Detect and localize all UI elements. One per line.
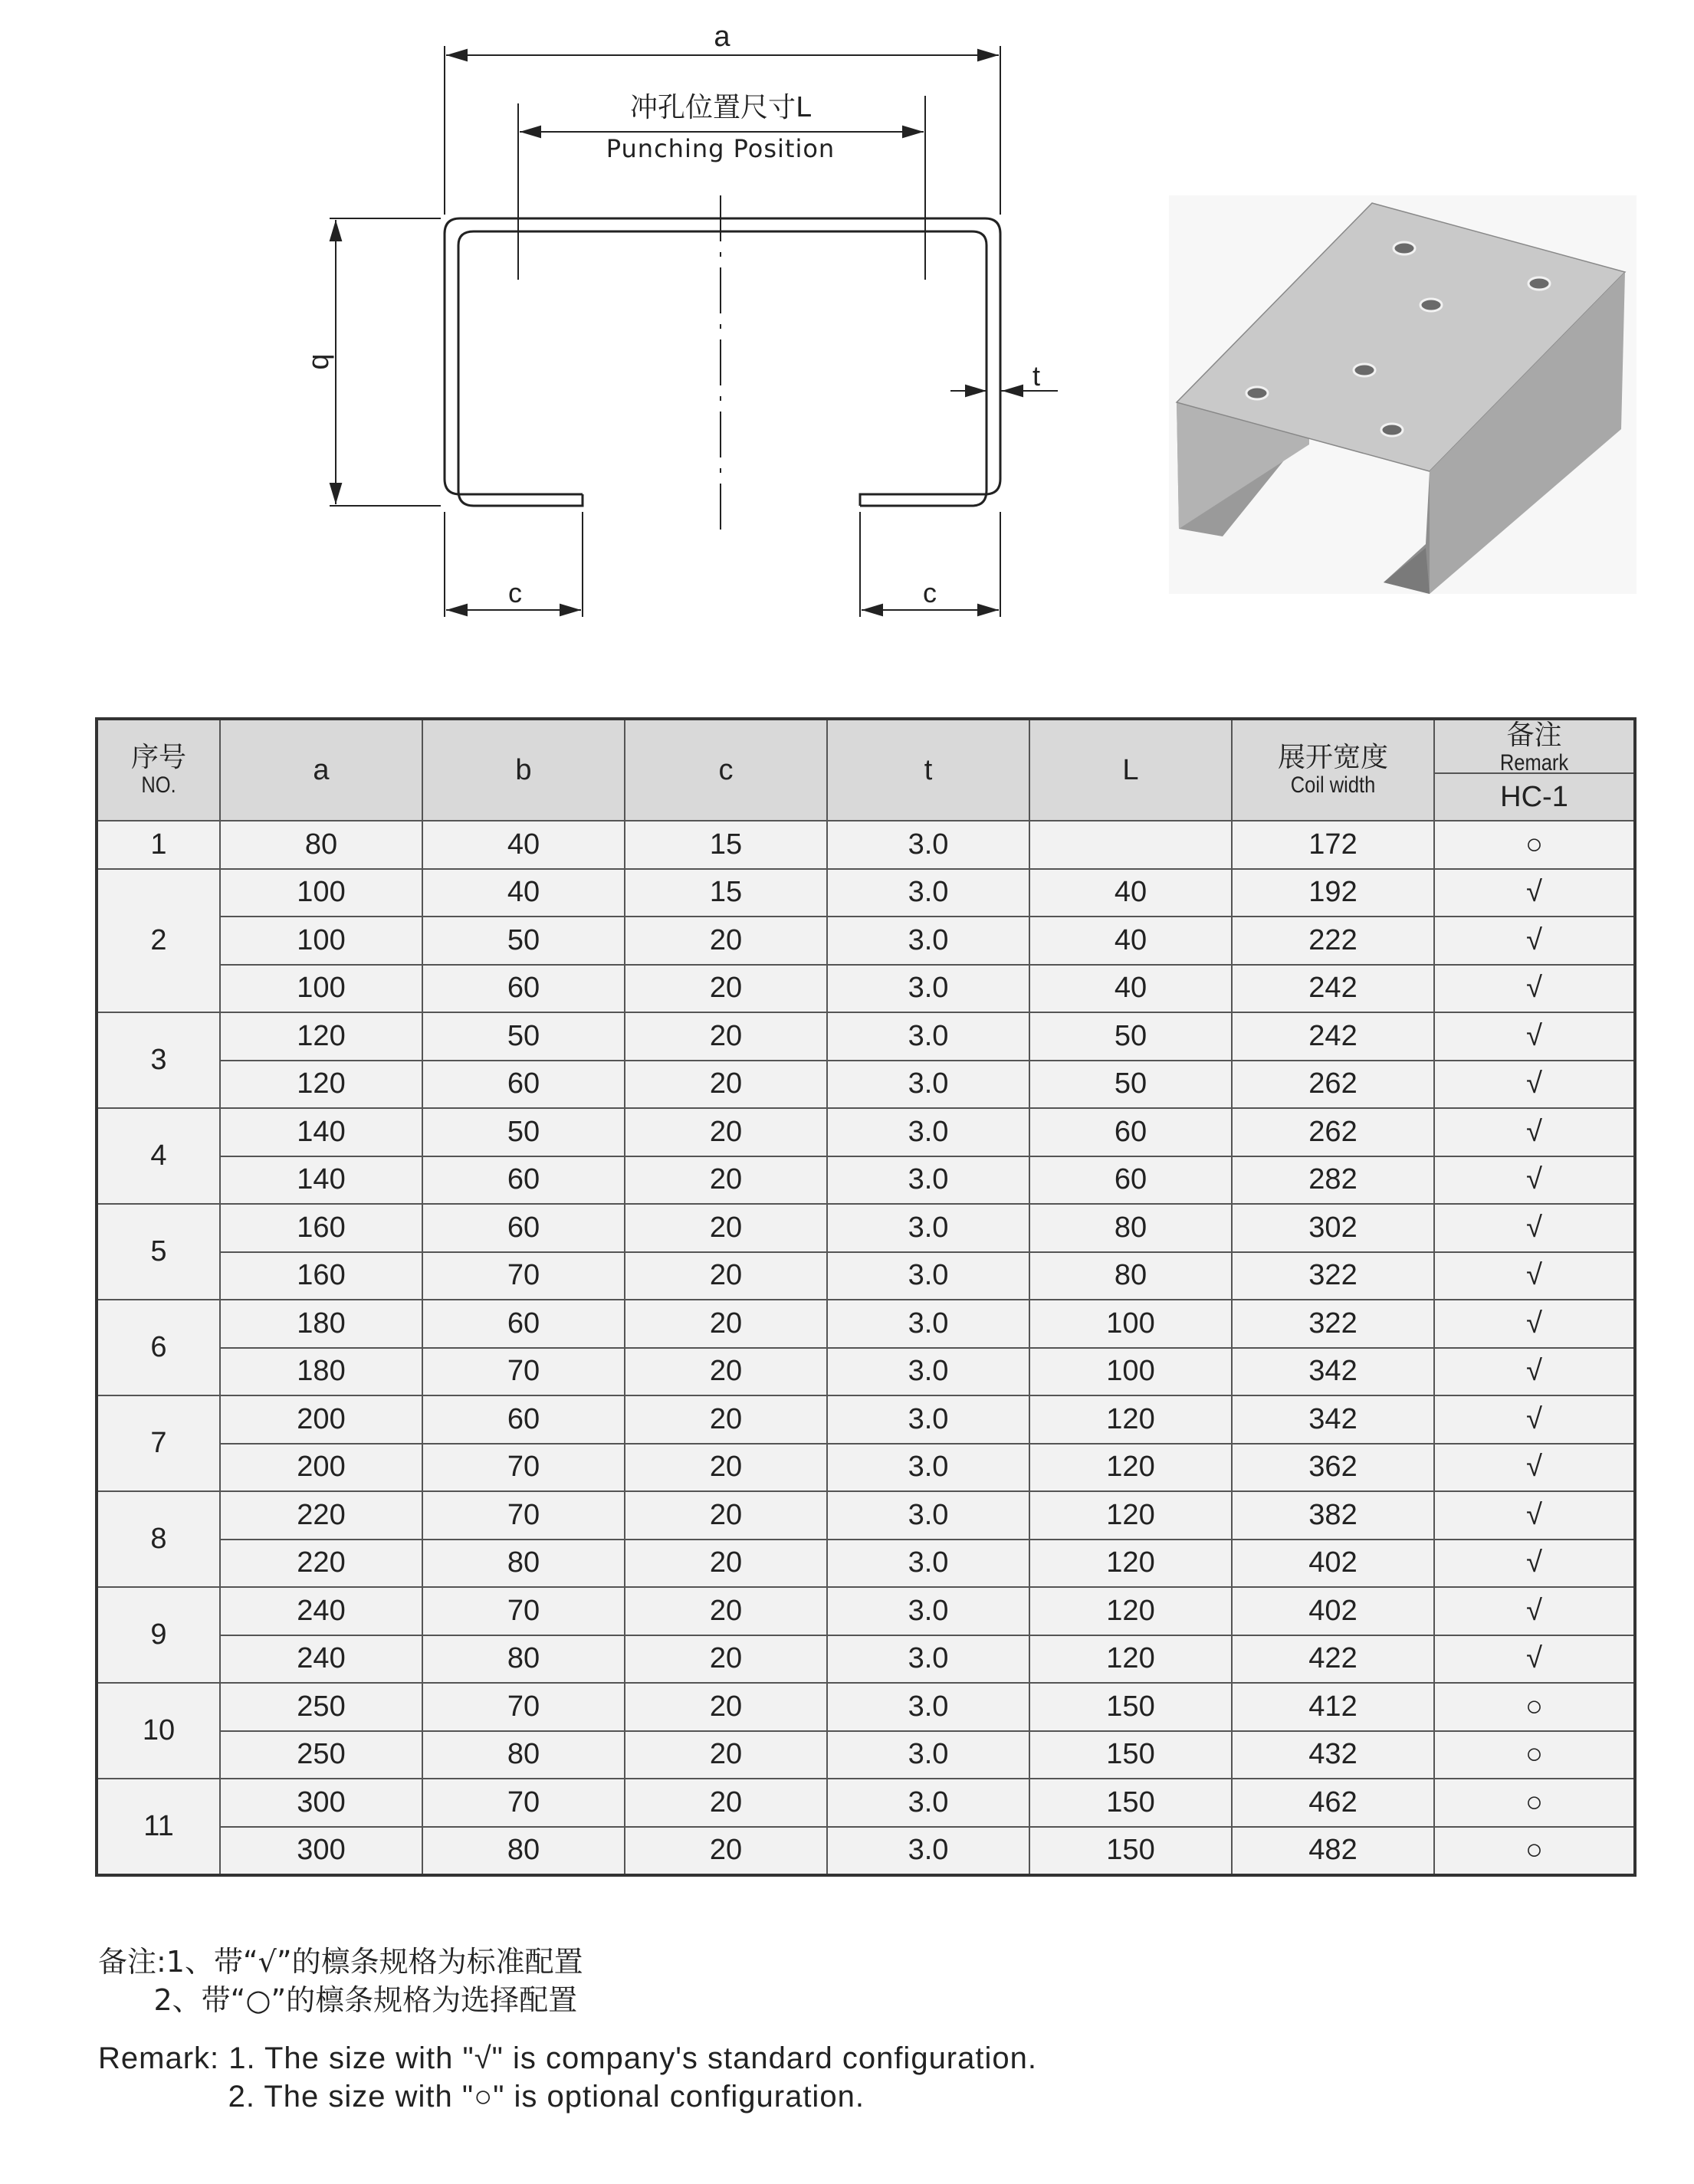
punching-position-en: Punching Position bbox=[606, 134, 836, 163]
cell-t: 3.0 bbox=[827, 1012, 1029, 1061]
header-coil-width bbox=[1232, 719, 1434, 821]
dimension-a bbox=[445, 46, 1000, 215]
cell-b: 40 bbox=[422, 821, 625, 869]
cell-c: 20 bbox=[625, 1731, 827, 1779]
cell-L: 120 bbox=[1029, 1635, 1232, 1684]
cell-no: 6 bbox=[97, 1300, 220, 1395]
cell-no: 3 bbox=[97, 1012, 220, 1108]
cell-coil-width: 382 bbox=[1232, 1491, 1434, 1540]
cell-c: 20 bbox=[625, 1683, 827, 1731]
header-a: a bbox=[220, 719, 422, 821]
cell-c: 20 bbox=[625, 1444, 827, 1492]
cell-a: 220 bbox=[220, 1540, 422, 1588]
table-header-row bbox=[97, 719, 1635, 821]
header-no bbox=[97, 719, 220, 821]
cell-t: 3.0 bbox=[827, 1108, 1029, 1156]
cell-c: 20 bbox=[625, 1348, 827, 1396]
header-b: b bbox=[422, 719, 625, 821]
cell-remark: √ bbox=[1434, 1635, 1635, 1684]
cell-t: 3.0 bbox=[827, 821, 1029, 869]
table-row bbox=[97, 869, 1635, 917]
cell-remark: √ bbox=[1434, 965, 1635, 1013]
cell-remark: √ bbox=[1434, 1156, 1635, 1205]
cell-L: 40 bbox=[1029, 869, 1232, 917]
dim-t-label: t bbox=[1032, 360, 1041, 392]
cell-a: 250 bbox=[220, 1731, 422, 1779]
cell-coil-width: 362 bbox=[1232, 1444, 1434, 1492]
cell-coil-width: 192 bbox=[1232, 869, 1434, 917]
dim-c-right-label: c bbox=[923, 577, 937, 608]
cell-c: 20 bbox=[625, 1395, 827, 1444]
cell-coil-width: 412 bbox=[1232, 1683, 1434, 1731]
cell-b: 70 bbox=[422, 1348, 625, 1396]
cell-remark: ○ bbox=[1434, 1731, 1635, 1779]
cell-c: 20 bbox=[625, 1156, 827, 1205]
cell-coil-width: 262 bbox=[1232, 1061, 1434, 1109]
cell-b: 60 bbox=[422, 965, 625, 1013]
cell-L: 120 bbox=[1029, 1444, 1232, 1492]
cell-t: 3.0 bbox=[827, 1300, 1029, 1348]
header-t: t bbox=[827, 719, 1029, 821]
table-row bbox=[97, 1491, 1635, 1540]
cell-coil-width: 242 bbox=[1232, 1012, 1434, 1061]
cell-c: 15 bbox=[625, 869, 827, 917]
table-row bbox=[97, 1540, 1635, 1588]
cell-a: 140 bbox=[220, 1108, 422, 1156]
cell-c: 20 bbox=[625, 1587, 827, 1635]
dimension-b bbox=[330, 218, 441, 506]
cell-L: 40 bbox=[1029, 917, 1232, 965]
table-row bbox=[97, 1300, 1635, 1348]
cell-a: 120 bbox=[220, 1061, 422, 1109]
cell-b: 60 bbox=[422, 1156, 625, 1205]
header-remark-en: Remark bbox=[1499, 750, 1569, 776]
cell-t: 3.0 bbox=[827, 917, 1029, 965]
cell-a: 240 bbox=[220, 1635, 422, 1684]
cell-t: 3.0 bbox=[827, 1061, 1029, 1109]
cell-L: 150 bbox=[1029, 1779, 1232, 1827]
cell-t: 3.0 bbox=[827, 1395, 1029, 1444]
cell-L: 120 bbox=[1029, 1540, 1232, 1588]
header-no-en: NO. bbox=[141, 772, 176, 798]
note-en-line-1: Remark: 1. The size with "√" is company's standard configuration. bbox=[98, 2041, 1037, 2075]
cell-coil-width: 222 bbox=[1232, 917, 1434, 965]
note-cn-line-1: 备注:1、带“√”的檩条规格为标准配置 bbox=[98, 1945, 583, 1979]
cell-t: 3.0 bbox=[827, 1827, 1029, 1876]
table-row bbox=[97, 1827, 1635, 1876]
cell-L: 150 bbox=[1029, 1683, 1232, 1731]
cell-t: 3.0 bbox=[827, 1587, 1029, 1635]
header-remark bbox=[1434, 719, 1635, 821]
cell-c: 20 bbox=[625, 917, 827, 965]
cell-t: 3.0 bbox=[827, 1683, 1029, 1731]
cell-L: 80 bbox=[1029, 1204, 1232, 1252]
note-en-line-2: 2. The size with "○" is optional configuration. bbox=[98, 2080, 865, 2113]
cell-a: 300 bbox=[220, 1827, 422, 1876]
cell-b: 60 bbox=[422, 1395, 625, 1444]
dim-b-label: b bbox=[306, 353, 338, 370]
cell-a: 220 bbox=[220, 1491, 422, 1540]
dim-c-left-label: c bbox=[508, 577, 522, 608]
cell-coil-width: 482 bbox=[1232, 1827, 1434, 1876]
cell-c: 20 bbox=[625, 1779, 827, 1827]
cell-L: 100 bbox=[1029, 1348, 1232, 1396]
cell-b: 70 bbox=[422, 1683, 625, 1731]
cell-a: 240 bbox=[220, 1587, 422, 1635]
cell-coil-width: 302 bbox=[1232, 1204, 1434, 1252]
cell-a: 100 bbox=[220, 965, 422, 1013]
table-row bbox=[97, 1061, 1635, 1109]
header-L: L bbox=[1029, 719, 1232, 821]
cell-a: 100 bbox=[220, 917, 422, 965]
cell-c: 20 bbox=[625, 1012, 827, 1061]
cell-t: 3.0 bbox=[827, 1204, 1029, 1252]
cell-L: 50 bbox=[1029, 1061, 1232, 1109]
cell-coil-width: 402 bbox=[1232, 1587, 1434, 1635]
cell-remark: ○ bbox=[1434, 1683, 1635, 1731]
table-row bbox=[97, 1779, 1635, 1827]
table-row bbox=[97, 1348, 1635, 1396]
table-body bbox=[97, 821, 1635, 1875]
cell-remark: √ bbox=[1434, 1012, 1635, 1061]
table-row bbox=[97, 1012, 1635, 1061]
table-row bbox=[97, 1395, 1635, 1444]
dimension-punching bbox=[518, 96, 925, 280]
cell-a: 160 bbox=[220, 1204, 422, 1252]
cell-remark: √ bbox=[1434, 1300, 1635, 1348]
cell-coil-width: 282 bbox=[1232, 1156, 1434, 1205]
cell-t: 3.0 bbox=[827, 1731, 1029, 1779]
cell-no: 5 bbox=[97, 1204, 220, 1300]
cell-b: 50 bbox=[422, 917, 625, 965]
cell-a: 80 bbox=[220, 821, 422, 869]
cell-c: 20 bbox=[625, 1300, 827, 1348]
table-row bbox=[97, 1252, 1635, 1300]
cell-remark: √ bbox=[1434, 917, 1635, 965]
cell-remark: √ bbox=[1434, 1348, 1635, 1396]
cell-t: 3.0 bbox=[827, 1540, 1029, 1588]
notes-section bbox=[98, 1943, 1554, 2116]
cell-b: 60 bbox=[422, 1300, 625, 1348]
cell-b: 80 bbox=[422, 1827, 625, 1876]
cell-c: 20 bbox=[625, 1540, 827, 1588]
cell-remark: ○ bbox=[1434, 821, 1635, 869]
cell-coil-width: 402 bbox=[1232, 1540, 1434, 1588]
cell-b: 60 bbox=[422, 1204, 625, 1252]
cell-c: 20 bbox=[625, 1635, 827, 1684]
cell-L: 120 bbox=[1029, 1587, 1232, 1635]
header-c: c bbox=[625, 719, 827, 821]
header-coil-en: Coil width bbox=[1290, 772, 1376, 798]
cell-L: 150 bbox=[1029, 1731, 1232, 1779]
table-row bbox=[97, 1108, 1635, 1156]
header-remark-cn: 备注 bbox=[1506, 720, 1562, 751]
cell-t: 3.0 bbox=[827, 1444, 1029, 1492]
cell-L: 150 bbox=[1029, 1827, 1232, 1876]
cell-coil-width: 322 bbox=[1232, 1252, 1434, 1300]
table-row bbox=[97, 1204, 1635, 1252]
table-row bbox=[97, 917, 1635, 965]
cell-L: 40 bbox=[1029, 965, 1232, 1013]
header-remark-top bbox=[1435, 720, 1633, 774]
cell-a: 250 bbox=[220, 1683, 422, 1731]
table-row bbox=[97, 965, 1635, 1013]
cell-coil-width: 172 bbox=[1232, 821, 1434, 869]
cell-b: 70 bbox=[422, 1779, 625, 1827]
table-row bbox=[97, 1635, 1635, 1684]
cell-remark: ○ bbox=[1434, 1827, 1635, 1876]
cell-b: 50 bbox=[422, 1012, 625, 1061]
cell-c: 15 bbox=[625, 821, 827, 869]
header-coil-cn: 展开宽度 bbox=[1277, 742, 1388, 773]
cell-a: 200 bbox=[220, 1444, 422, 1492]
header-model: HC-1 bbox=[1500, 781, 1568, 813]
cell-remark: ○ bbox=[1434, 1779, 1635, 1827]
cell-t: 3.0 bbox=[827, 869, 1029, 917]
cell-no: 1 bbox=[97, 821, 220, 869]
cell-L bbox=[1029, 821, 1232, 869]
cell-L: 120 bbox=[1029, 1491, 1232, 1540]
cell-L: 80 bbox=[1029, 1252, 1232, 1300]
cell-remark: √ bbox=[1434, 869, 1635, 917]
cell-t: 3.0 bbox=[827, 1348, 1029, 1396]
technical-drawing bbox=[0, 0, 1694, 659]
cell-b: 70 bbox=[422, 1587, 625, 1635]
cell-coil-width: 242 bbox=[1232, 965, 1434, 1013]
cell-remark: √ bbox=[1434, 1491, 1635, 1540]
cell-coil-width: 432 bbox=[1232, 1731, 1434, 1779]
cell-L: 60 bbox=[1029, 1156, 1232, 1205]
cell-b: 40 bbox=[422, 869, 625, 917]
cell-c: 20 bbox=[625, 1491, 827, 1540]
cell-remark: √ bbox=[1434, 1540, 1635, 1588]
cell-a: 160 bbox=[220, 1252, 422, 1300]
channel-3d-illustration bbox=[1169, 195, 1637, 594]
cell-coil-width: 342 bbox=[1232, 1395, 1434, 1444]
table-row bbox=[97, 1587, 1635, 1635]
cell-coil-width: 342 bbox=[1232, 1348, 1434, 1396]
cell-a: 200 bbox=[220, 1395, 422, 1444]
cell-remark: √ bbox=[1434, 1061, 1635, 1109]
table-row bbox=[97, 1683, 1635, 1731]
cell-t: 3.0 bbox=[827, 1635, 1029, 1684]
cell-coil-width: 322 bbox=[1232, 1300, 1434, 1348]
cell-b: 70 bbox=[422, 1252, 625, 1300]
cell-remark: √ bbox=[1434, 1252, 1635, 1300]
cell-b: 80 bbox=[422, 1731, 625, 1779]
cell-L: 50 bbox=[1029, 1012, 1232, 1061]
cell-b: 80 bbox=[422, 1635, 625, 1684]
cell-c: 20 bbox=[625, 1252, 827, 1300]
cell-no: 4 bbox=[97, 1108, 220, 1204]
cell-no: 7 bbox=[97, 1395, 220, 1491]
cell-a: 140 bbox=[220, 1156, 422, 1205]
cell-a: 120 bbox=[220, 1012, 422, 1061]
cell-c: 20 bbox=[625, 1108, 827, 1156]
cell-remark: √ bbox=[1434, 1395, 1635, 1444]
cell-t: 3.0 bbox=[827, 1156, 1029, 1205]
cell-c: 20 bbox=[625, 1061, 827, 1109]
channel-cross-section bbox=[445, 218, 1000, 506]
cell-a: 100 bbox=[220, 869, 422, 917]
cell-coil-width: 262 bbox=[1232, 1108, 1434, 1156]
cell-a: 300 bbox=[220, 1779, 422, 1827]
cell-L: 60 bbox=[1029, 1108, 1232, 1156]
header-no-cn: 序号 bbox=[130, 742, 186, 773]
cell-a: 180 bbox=[220, 1348, 422, 1396]
cell-no: 8 bbox=[97, 1491, 220, 1587]
cell-b: 60 bbox=[422, 1061, 625, 1109]
cell-L: 120 bbox=[1029, 1395, 1232, 1444]
table-row bbox=[97, 821, 1635, 869]
cell-remark: √ bbox=[1434, 1108, 1635, 1156]
cell-coil-width: 422 bbox=[1232, 1635, 1434, 1684]
cell-a: 180 bbox=[220, 1300, 422, 1348]
cell-remark: √ bbox=[1434, 1204, 1635, 1252]
cell-t: 3.0 bbox=[827, 1491, 1029, 1540]
cell-remark: √ bbox=[1434, 1444, 1635, 1492]
dim-a-label: a bbox=[714, 21, 730, 53]
cell-no: 9 bbox=[97, 1587, 220, 1683]
cell-coil-width: 462 bbox=[1232, 1779, 1434, 1827]
cell-c: 20 bbox=[625, 965, 827, 1013]
cell-no: 11 bbox=[97, 1779, 220, 1875]
table-row bbox=[97, 1156, 1635, 1205]
cell-L: 100 bbox=[1029, 1300, 1232, 1348]
note-cn-line-2: 2、带“○”的檩条规格为选择配置 bbox=[98, 1983, 578, 2017]
cell-b: 70 bbox=[422, 1491, 625, 1540]
cell-b: 70 bbox=[422, 1444, 625, 1492]
cell-t: 3.0 bbox=[827, 1779, 1029, 1827]
cell-t: 3.0 bbox=[827, 1252, 1029, 1300]
cell-b: 80 bbox=[422, 1540, 625, 1588]
table-row bbox=[97, 1731, 1635, 1779]
cell-no: 10 bbox=[97, 1683, 220, 1779]
cell-no: 2 bbox=[97, 869, 220, 1013]
table-row bbox=[97, 1444, 1635, 1492]
cell-c: 20 bbox=[625, 1827, 827, 1876]
cell-b: 50 bbox=[422, 1108, 625, 1156]
cell-c: 20 bbox=[625, 1204, 827, 1252]
cell-remark: √ bbox=[1434, 1587, 1635, 1635]
punching-position-cn: 冲孔位置尺寸L bbox=[629, 92, 812, 123]
specification-table bbox=[95, 717, 1637, 1877]
cell-t: 3.0 bbox=[827, 965, 1029, 1013]
